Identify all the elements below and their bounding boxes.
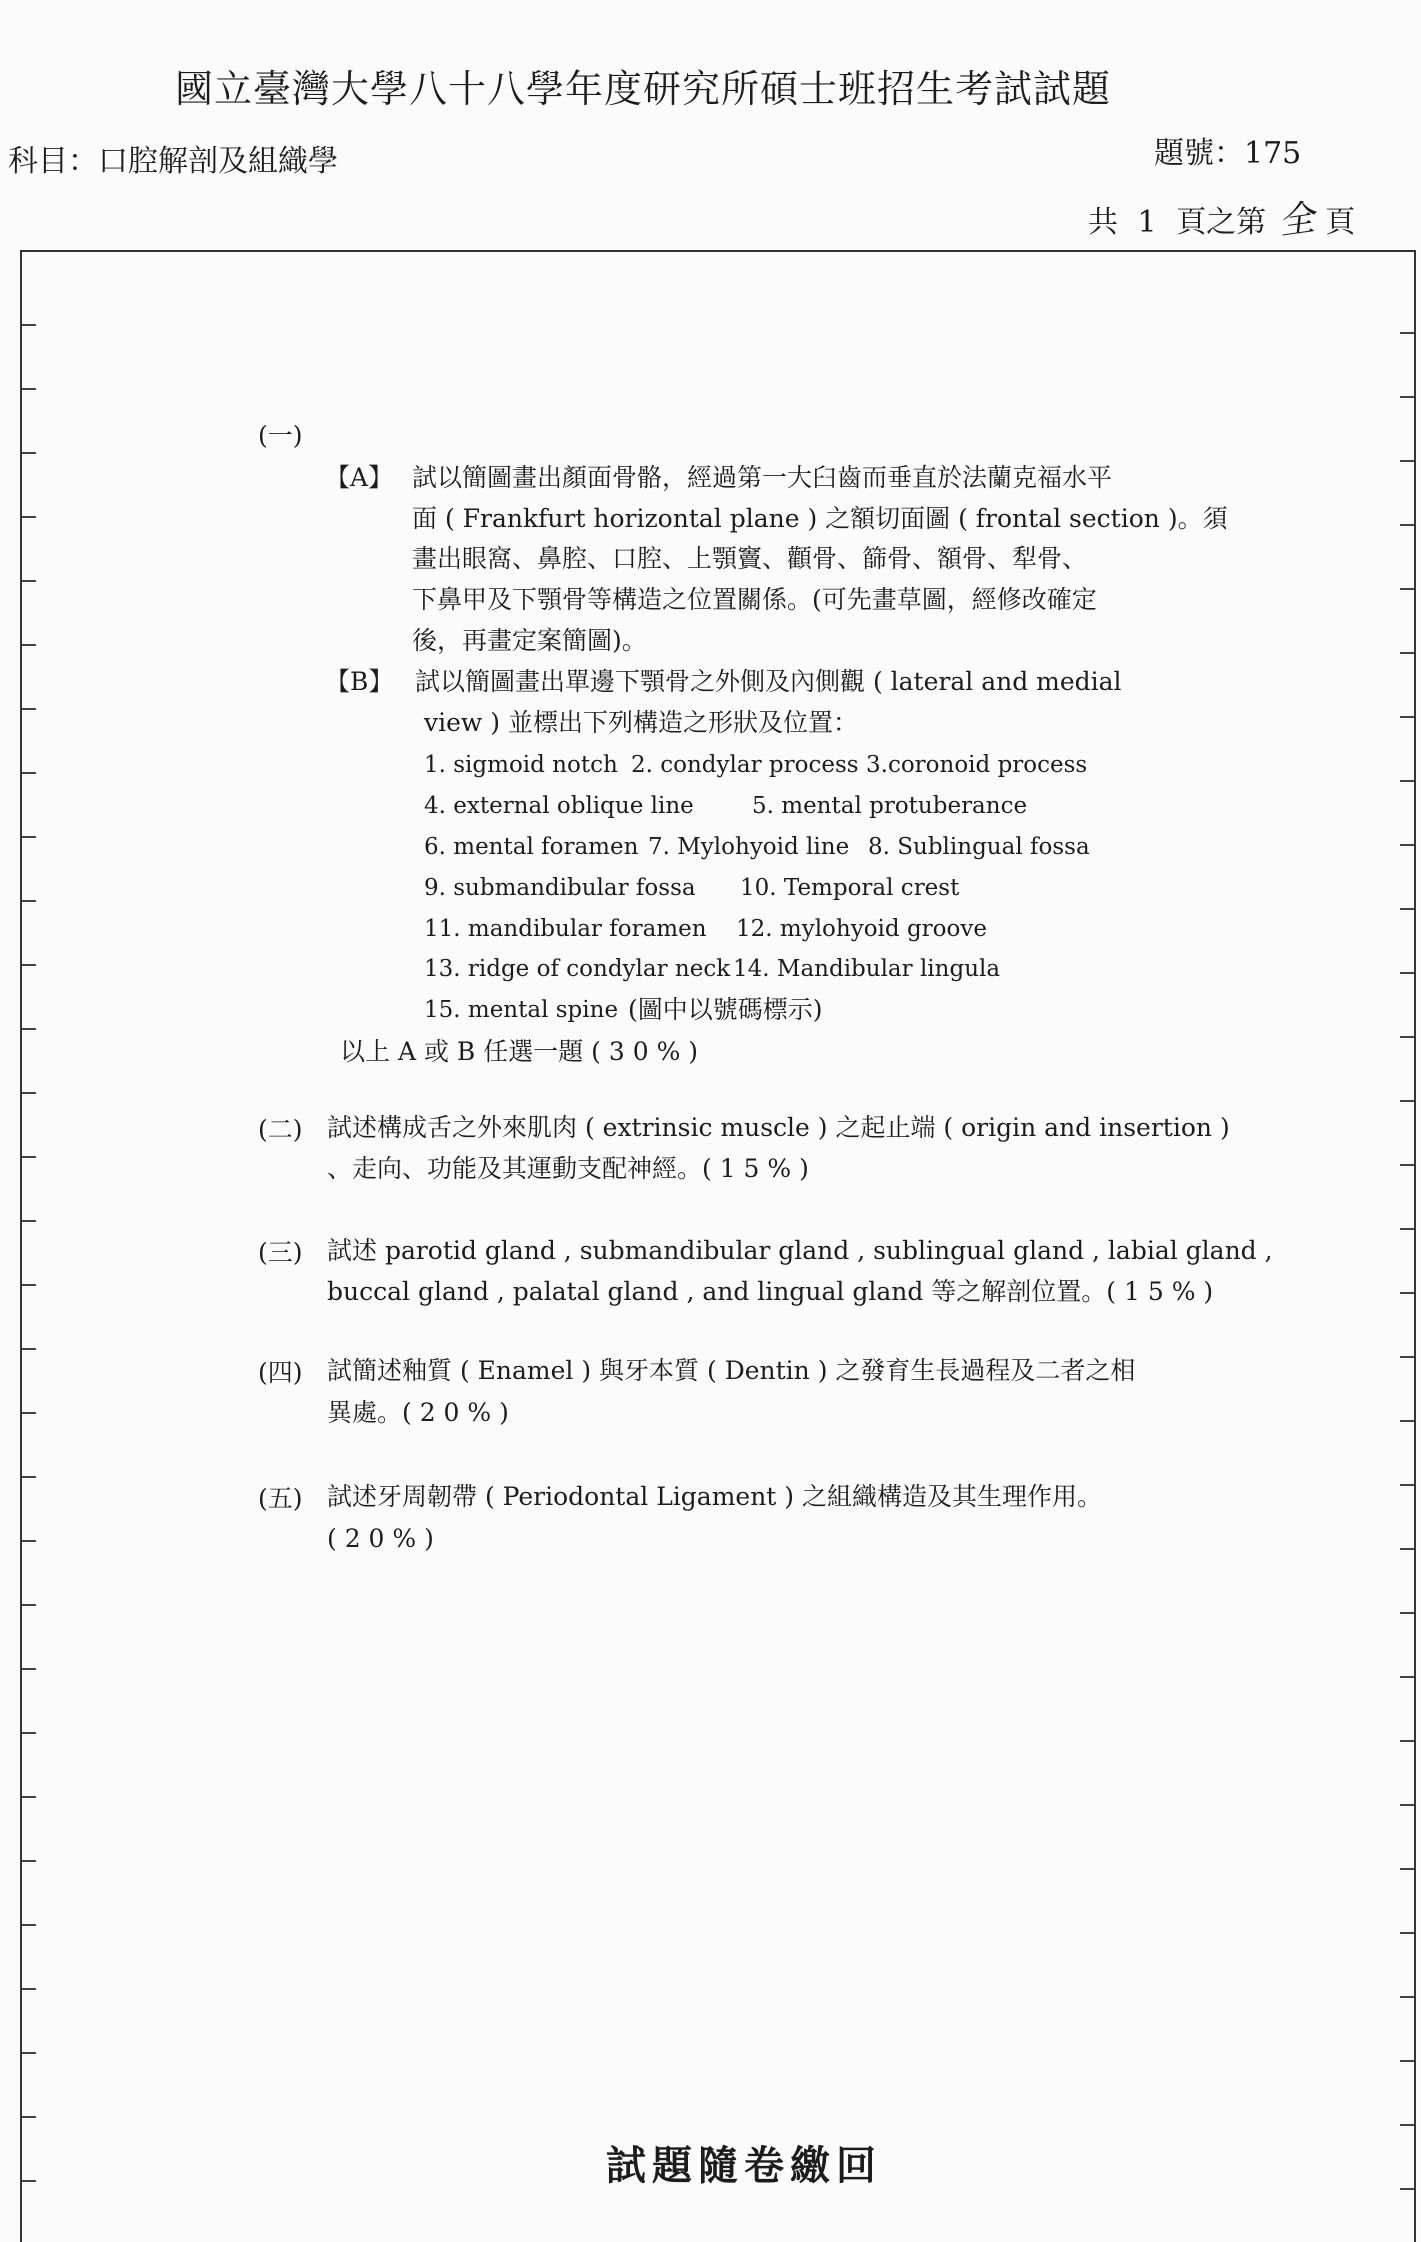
q1b-item-2: 2. condylar process: [631, 752, 859, 778]
q1b-item-7: 7. Mylohyoid line: [648, 834, 850, 860]
ruler-tick: [22, 1924, 36, 1926]
q5-line-2: ( 2 0 % ): [327, 1524, 434, 1553]
exam-title: 國立臺灣大學八十八學年度研究所碩士班招生考試試題: [175, 67, 1112, 111]
ruler-tick: [22, 900, 36, 902]
ruler-tick: [1400, 1100, 1414, 1102]
ruler-tick: [1400, 652, 1414, 654]
q3-line-1: 試述 parotid gland , submandibular gland , sublingual gland , labial gland ,: [327, 1236, 1273, 1265]
ruler-tick: [1400, 524, 1414, 526]
ruler-tick: [22, 836, 36, 838]
ruler-tick: [22, 388, 36, 390]
ruler-tick: [22, 1860, 36, 1862]
ruler-tick: [1400, 2060, 1414, 2062]
ruler-tick: [22, 516, 36, 518]
ruler-tick: [1400, 1932, 1414, 1934]
page-current: 全: [1275, 197, 1317, 244]
q1b-line-2: view ) 並標出下列構造之形狀及位置：: [424, 708, 858, 737]
ruler-tick: [22, 1348, 36, 1350]
q4-line-1: 試簡述釉質 ( Enamel ) 與牙本質 ( Dentin ) 之發育生長過程及二者之相: [327, 1356, 1136, 1385]
page-total: 1: [1137, 205, 1157, 240]
q1b-item-3: 3.coronoid process: [866, 752, 1088, 778]
ruler-tick: [1400, 1292, 1414, 1294]
ruler-tick: [22, 1668, 36, 1670]
q1a-line-2: 面 ( Frankfurt horizontal plane ) 之額切面圖 ( frontal section )。須: [412, 504, 1228, 533]
ruler-tick: [1400, 908, 1414, 910]
ruler-tick: [1400, 588, 1414, 590]
ruler-tick: [22, 964, 36, 966]
ruler-tick: [1400, 972, 1414, 974]
q1b-label: 【B】: [325, 667, 394, 696]
q1b-item-1: 1. sigmoid notch: [424, 752, 618, 778]
ruler-tick: [22, 2116, 36, 2118]
subject-line: 科目：口腔解剖及組織學: [8, 144, 338, 179]
q1b-item-14: 14. Mandibular lingula: [733, 956, 1001, 982]
page-info: [1088, 192, 1355, 243]
q5-line-1: 試述牙周韌帶 ( Periodontal Ligament ) 之組織構造及其生理作用。: [327, 1482, 1102, 1511]
q1a-line-5: 後，再畫定案簡圖)。: [412, 626, 647, 655]
q1-label: (一): [258, 421, 303, 450]
page-middle: 頁之第: [1176, 205, 1267, 240]
ruler-tick: [1400, 780, 1414, 782]
ruler-tick: [1400, 1804, 1414, 1806]
ruler-tick: [22, 580, 36, 582]
ruler-tick: [1400, 396, 1414, 398]
ruler-tick: [1400, 1036, 1414, 1038]
q1b-item-9: 9. submandibular fossa: [424, 875, 696, 901]
ruler-tick: [1400, 1484, 1414, 1486]
q1b-line-1: 試以簡圖畫出單邊下顎骨之外側及內側觀 ( lateral and medial: [415, 667, 1122, 696]
q3-label: (三): [258, 1238, 303, 1267]
ruler-tick: [1400, 1740, 1414, 1742]
q1-choice: 以上 A 或 B 任選一題 ( 3 0 % ): [340, 1037, 699, 1066]
ruler-tick: [22, 772, 36, 774]
q1b-item-8: 8. Sublingual fossa: [868, 834, 1090, 860]
q1b-item-10: 10. Temporal crest: [740, 875, 960, 901]
q1a-line-3: 畫出眼窩、鼻腔、口腔、上顎竇、顴骨、篩骨、額骨、犁骨、: [412, 544, 1088, 573]
ruler-tick: [22, 1028, 36, 1030]
ruler-tick: [22, 1796, 36, 1798]
ruler-tick: [1400, 1420, 1414, 1422]
ruler-tick: [22, 708, 36, 710]
ruler-tick: [1400, 1164, 1414, 1166]
q3-line-2: buccal gland , palatal gland , and lingual gland 等之解剖位置。( 1 5 % ): [327, 1277, 1214, 1306]
ruler-tick: [22, 1540, 36, 1542]
ruler-tick: [22, 1988, 36, 1990]
ruler-tick: [1400, 460, 1414, 462]
q4-label: (四): [258, 1358, 303, 1387]
q1b-item-6: 6. mental foramen: [424, 834, 639, 860]
ruler-tick: [1400, 1996, 1414, 1998]
q1a-line-4: 下鼻甲及下顎骨等構造之位置關係。(可先畫草圖，經修改確定: [412, 585, 1097, 614]
ruler-tick: [22, 1732, 36, 1734]
ruler-tick: [1400, 1868, 1414, 1870]
q1b-item-5: 5. mental protuberance: [752, 793, 1028, 819]
ruler-tick: [22, 1284, 36, 1286]
q2-line-2: 、走向、功能及其運動支配神經。( 1 5 % ): [327, 1154, 809, 1183]
ruler-tick: [22, 1476, 36, 1478]
ruler-tick: [22, 1220, 36, 1222]
ruler-tick: [22, 1156, 36, 1158]
q1b-item-13: 13. ridge of condylar neck: [424, 956, 731, 982]
page-suffix: 頁: [1325, 205, 1356, 240]
ruler-tick: [22, 452, 36, 454]
footer-note: 試題隨卷繳回: [606, 2142, 882, 2189]
q1b-item-12: 12. mylohyoid groove: [736, 916, 987, 942]
ruler-tick: [1400, 1228, 1414, 1230]
q1b-item-4: 4. external oblique line: [424, 793, 694, 819]
ruler-tick: [1400, 716, 1414, 718]
ruler-tick: [22, 324, 36, 326]
q1b-note: (圖中以號碼標示): [628, 995, 823, 1024]
ruler-tick: [1400, 844, 1414, 846]
ruler-tick: [22, 1092, 36, 1094]
ruler-tick: [22, 1412, 36, 1414]
q1a-label: 【A】: [325, 463, 394, 492]
ruler-tick: [1400, 1548, 1414, 1550]
q1b-item-15: 15. mental spine: [424, 997, 619, 1023]
ruler-tick: [1400, 2124, 1414, 2126]
ruler-tick: [1400, 2188, 1414, 2190]
q1b-item-11: 11. mandibular foramen: [424, 916, 707, 942]
ruler-tick: [22, 644, 36, 646]
exam-number: 題號：175: [1154, 136, 1302, 171]
ruler-tick: [1400, 1612, 1414, 1614]
q2-label: (二): [258, 1115, 303, 1144]
ruler-tick: [22, 2180, 36, 2182]
q4-line-2: 異處。( 2 0 % ): [327, 1398, 509, 1427]
ruler-tick: [22, 2052, 36, 2054]
q2-line-1: 試述構成舌之外來肌肉 ( extrinsic muscle ) 之起止端 ( origin and insertion ): [327, 1113, 1230, 1142]
q5-label: (五): [258, 1484, 303, 1513]
ruler-tick: [1400, 1356, 1414, 1358]
q1a-line-1: 試以簡圖畫出顏面骨骼，經過第一大臼齒而垂直於法蘭克福水平: [412, 463, 1113, 492]
ruler-tick: [22, 1604, 36, 1606]
ruler-tick: [1400, 332, 1414, 334]
ruler-tick: [1400, 1676, 1414, 1678]
page-prefix: 共: [1088, 205, 1118, 240]
